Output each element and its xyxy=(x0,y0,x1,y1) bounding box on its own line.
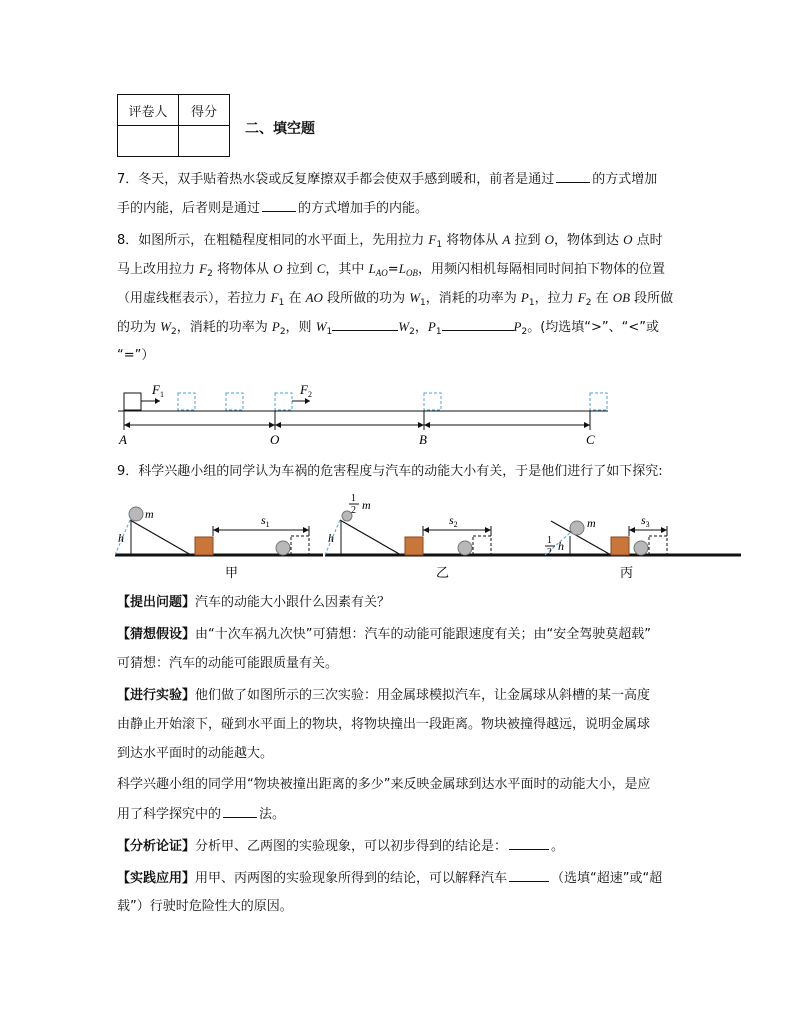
q7-blank-2[interactable] xyxy=(262,199,296,212)
experiment-bing xyxy=(535,513,741,580)
distance-label: $s_2$ xyxy=(449,513,458,529)
q9-apply-1: 【实践应用】用甲、丙两图的实验现象所得到的结论，可以解释汽车 （选填“超速”或“超 xyxy=(117,871,663,886)
q8-line1: 8．如图所示，在粗糙程度相同的水平面上，先用拉力 $F_1$ 将物体从 A 拉到 O，物体到达 O 点时 xyxy=(117,232,663,250)
distance-label: $s_3$ xyxy=(641,513,650,529)
q9-exp-1: 【进行实验】他们做了如图所示的三次实验：用金属球模拟汽车，让金属球从斜槽的某一高度 xyxy=(117,688,651,703)
q9-blank-apply[interactable] xyxy=(509,869,549,882)
metal-ball xyxy=(129,507,143,521)
q9-exp-3: 到达水平面时的动能越大。 xyxy=(117,746,274,761)
q7-line1 xyxy=(117,170,657,189)
q7-text: 的方式增加手的内能。 xyxy=(298,201,429,216)
q8-line2: 马上改用拉力 $F_2$ 将物体从 O 拉到 C，其中 $L_{AO}=L_{OB}$，用频闪相机每隔相同时间拍下物体的位置 xyxy=(117,261,665,279)
q7-blank-1[interactable] xyxy=(556,170,590,183)
metal-ball xyxy=(570,521,584,535)
label-jia: 甲 xyxy=(225,565,239,580)
wooden-block xyxy=(405,537,423,555)
q8-line4: 的功为 $W_2$，消耗的功率为 $P_2$，则 $W_1$ $W_2$，$P_1$ $P_2$。(均选填“>”、“<”或 xyxy=(117,319,660,337)
q8-blank-1[interactable] xyxy=(332,318,398,331)
section-title: 二、填空题 xyxy=(245,121,315,137)
q9-figure xyxy=(115,490,745,582)
block-dashed xyxy=(178,393,195,410)
q9-exp-2: 由静止开始滚下，碰到水平面上的物块，将物块撞出一段距离。物块被撞得越远，说明金属球 xyxy=(117,717,651,732)
q9-analysis: 【分析论证】分析甲、乙两图的实验现象，可以初步得到的结论是： 。 xyxy=(117,839,565,854)
q8-line5: “=”） xyxy=(117,348,155,363)
height-label: h xyxy=(118,531,124,545)
block-moved xyxy=(473,536,491,555)
block-moved xyxy=(291,536,309,555)
mass-label: m xyxy=(587,516,596,530)
q8-figure xyxy=(110,378,620,453)
q7-text: 手的内能，后者则是通过 xyxy=(117,201,261,216)
q9-apply-2: 载”）行驶时危险性大的原因。 xyxy=(117,899,293,914)
score-header: 得分 xyxy=(179,95,230,126)
tag: 【分析论证】 xyxy=(117,839,196,854)
q9-guess-1: 【猜想假设】由“十次车祸九次快”可猜想：汽车的动能可能跟速度有关；由“安全驾驶莫超载” xyxy=(117,627,651,642)
point-o-label: O xyxy=(270,432,280,447)
label-yi: 乙 xyxy=(436,565,450,580)
q9-method-1: 科学兴趣小组的同学用“物块被撞出距离的多少”来反映金属球到达水平面时的动能大小，是应 xyxy=(117,777,651,792)
block-dashed xyxy=(590,393,607,410)
f2-label: $F_2$ xyxy=(300,382,312,399)
q8-line3: （用虚线框表示），若拉力 $F_1$ 在 AO 段所做的功为 $W_1$，消耗的功率为 $P_1$，拉力 $F_2$ 在 OB 段所做 xyxy=(117,290,674,308)
label-bing: 丙 xyxy=(620,565,634,580)
point-c-label: C xyxy=(586,432,595,447)
ramp xyxy=(340,520,401,555)
point-a-label: A xyxy=(119,432,127,447)
block-solid xyxy=(124,393,141,410)
wooden-block xyxy=(611,537,629,555)
height-label: h xyxy=(328,531,334,545)
point-b-label: B xyxy=(419,432,427,447)
score-table xyxy=(117,94,230,157)
block-dashed xyxy=(424,393,441,410)
wooden-block xyxy=(195,537,213,555)
experiment-yi xyxy=(325,493,535,580)
mass-label: m xyxy=(145,507,154,521)
grader-cell[interactable] xyxy=(118,126,179,157)
fraction-numerator: 1 xyxy=(547,535,552,546)
block-dashed xyxy=(226,393,243,410)
q7-line2 xyxy=(117,199,428,218)
experiment-jia xyxy=(115,507,323,580)
tag: 【提出问题】 xyxy=(117,595,196,610)
q9-method-2: 用了科学探究中的 法。 xyxy=(117,807,286,822)
fraction-numerator: 1 xyxy=(351,493,356,504)
distance-label: $s_1$ xyxy=(261,513,270,529)
q9-intro: 9．科学兴趣小组的同学认为车祸的危害程度与汽车的动能大小有关，于是他们进行了如下探究: xyxy=(117,464,663,479)
score-cell[interactable] xyxy=(179,126,230,157)
fraction-denominator: 2 xyxy=(547,547,552,558)
fraction-denominator: 2 xyxy=(351,505,356,516)
q9-blank-method[interactable] xyxy=(223,805,257,818)
block-dashed xyxy=(275,393,292,410)
f1-label: $F_1$ xyxy=(152,382,164,399)
q9-guess-2: 可猜想：汽车的动能可能跟质量有关。 xyxy=(117,656,339,671)
grader-header: 评卷人 xyxy=(118,95,179,126)
block-moved xyxy=(649,536,667,555)
metal-ball xyxy=(458,541,472,555)
q7-text: 7．冬天，双手贴着热水袋或反复摩擦双手都会使双手感到暖和，前者是通过 xyxy=(117,172,555,187)
ramp xyxy=(130,520,191,555)
tag: 【实践应用】 xyxy=(117,871,196,886)
metal-ball xyxy=(276,541,290,555)
q8-blank-2[interactable] xyxy=(442,318,514,331)
metal-ball xyxy=(634,541,648,555)
q9-blank-analysis[interactable] xyxy=(509,837,549,850)
tag: 【猜想假设】 xyxy=(117,627,196,642)
q7-text: 的方式增加 xyxy=(592,172,658,187)
height-label: h xyxy=(558,539,564,553)
tag: 【进行实验】 xyxy=(117,688,196,703)
mass-label: m xyxy=(362,498,371,512)
q9-ask: 【提出问题】汽车的动能大小跟什么因素有关？ xyxy=(117,595,391,610)
